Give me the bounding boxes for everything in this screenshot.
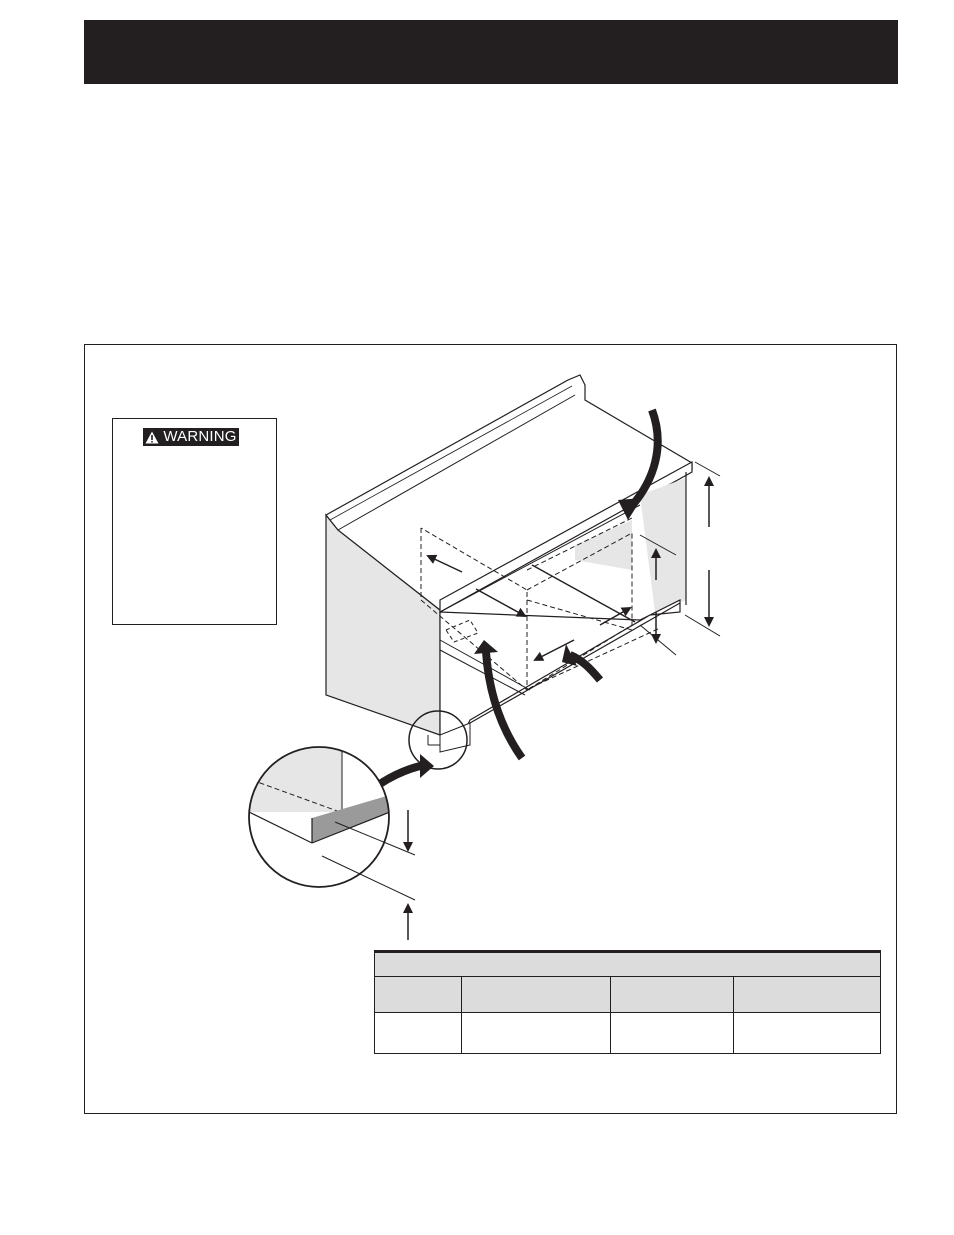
table-header-cell [733, 977, 880, 1013]
spec-table [374, 950, 881, 1054]
warning-label: WARNING [163, 428, 237, 445]
table-title [375, 952, 881, 977]
table-cell [375, 1013, 462, 1054]
table-header-row [375, 977, 881, 1013]
warning-badge [143, 428, 239, 446]
dimension-arrow [476, 589, 525, 616]
table-row [375, 1013, 881, 1054]
warning-box [112, 418, 277, 625]
table-title-row [375, 952, 881, 977]
warning-triangle-icon [145, 431, 159, 444]
table-header-cell [462, 977, 610, 1013]
table-header-cell [375, 977, 462, 1013]
table-cell [610, 1013, 733, 1054]
table-header-cell [610, 977, 733, 1013]
table-cell [733, 1013, 880, 1054]
table-cell [462, 1013, 610, 1054]
